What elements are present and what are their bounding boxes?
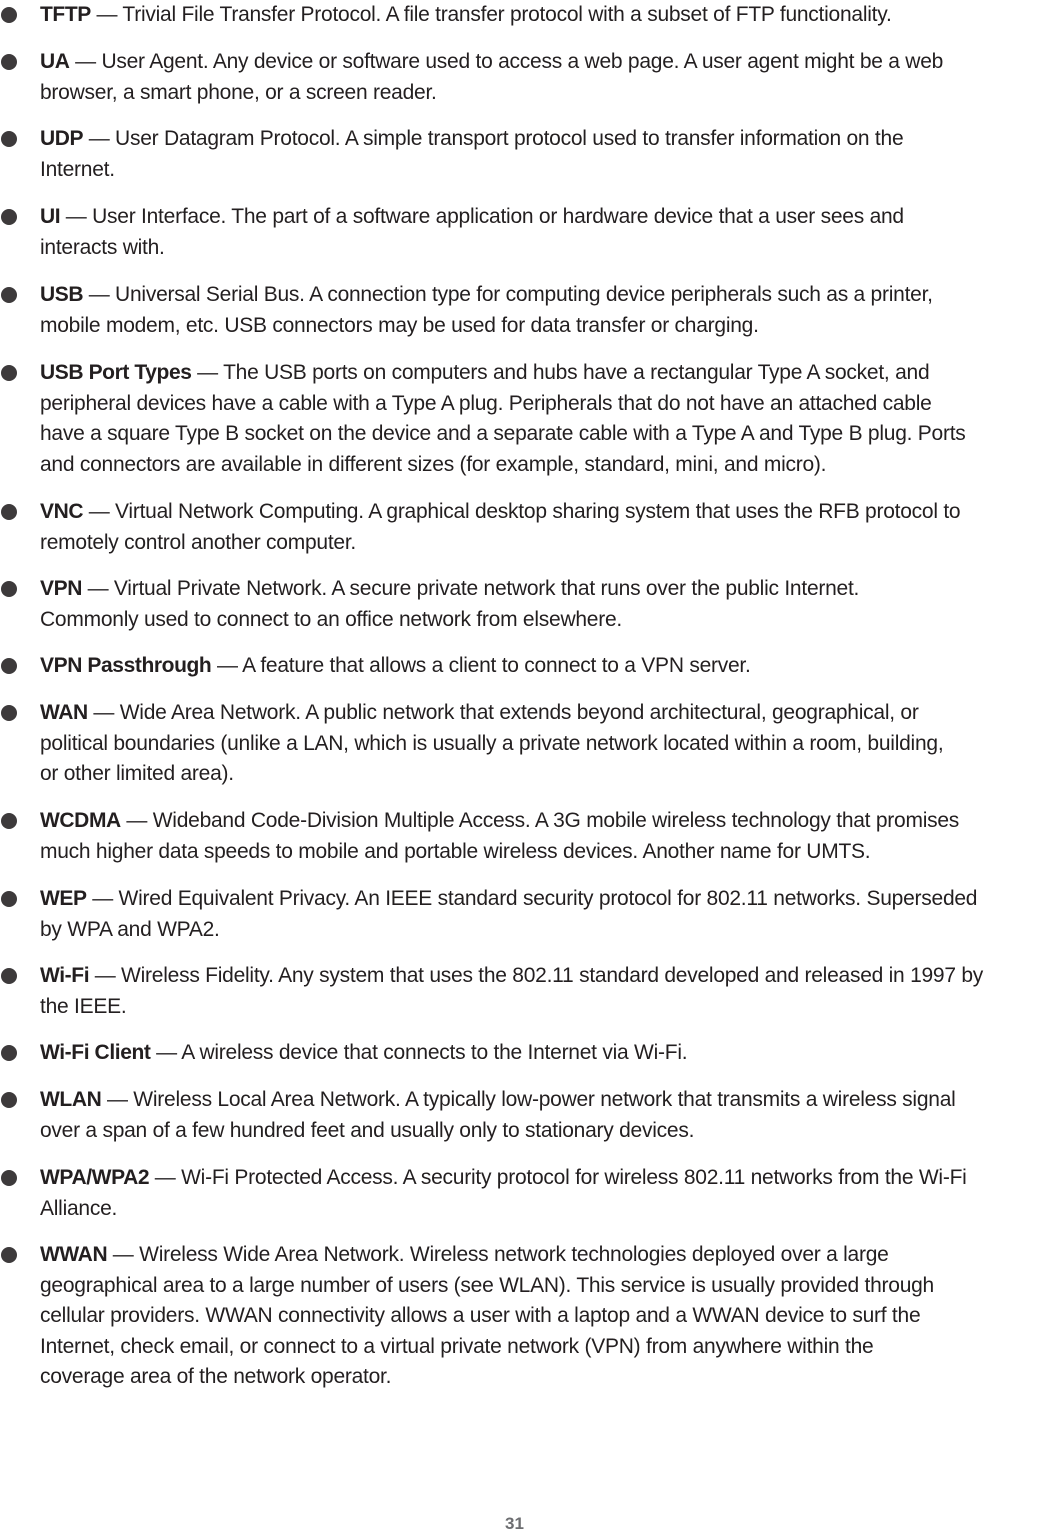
entry-term: UI bbox=[40, 205, 61, 228]
entry-definition: — User Datagram Protocol. A simple transport protocol used to transfer information on the bbox=[83, 127, 904, 150]
entry-text bbox=[40, 651, 1059, 682]
entry-definition: — Universal Serial Bus. A connection type for computing device peripherals such as a printer, bbox=[83, 283, 933, 306]
entry-line bbox=[40, 1038, 1059, 1069]
entry-text bbox=[40, 280, 1059, 341]
entry-definition: — Virtual Private Network. A secure private network that runs over the public Internet. bbox=[81, 577, 860, 600]
entry-line bbox=[40, 698, 1059, 729]
entry-definition: — Wide Area Network. A public network that extends beyond architectural, geographical, or bbox=[87, 701, 919, 724]
entry-line bbox=[40, 1240, 1059, 1271]
entry-definition: — The USB ports on computers and hubs have a rectangular Type A socket, and bbox=[191, 361, 930, 384]
entry-text bbox=[40, 884, 1059, 945]
entry-definition: — Virtual Network Computing. A graphical desktop sharing system that uses the RFB protocol to bbox=[83, 500, 961, 523]
entry-text bbox=[40, 1240, 1059, 1393]
entry-term: USB Port Types bbox=[40, 361, 192, 384]
entry-line: Alliance. bbox=[40, 1196, 118, 1220]
entry-line bbox=[40, 574, 1059, 605]
entry-line: Commonly used to connect to an office network from elsewhere. bbox=[40, 607, 622, 631]
entry-text bbox=[40, 1038, 1059, 1069]
entry-line bbox=[40, 1085, 1059, 1116]
entry-line: coverage area of the network operator. bbox=[40, 1365, 392, 1388]
bullet-icon bbox=[1, 1092, 17, 1108]
entry-text bbox=[40, 358, 1059, 480]
entry-line: interacts with. bbox=[40, 235, 165, 259]
entry-term: USB bbox=[40, 283, 84, 306]
entry-text bbox=[40, 202, 1059, 263]
bullet-icon bbox=[1, 504, 17, 520]
entry-line: by WPA and WPA2. bbox=[40, 917, 220, 941]
bullet-icon bbox=[1, 968, 17, 984]
entry-term: VNC bbox=[40, 500, 84, 523]
entry-term: Wi-Fi bbox=[40, 964, 90, 987]
entry-line bbox=[40, 280, 1059, 311]
entry-line bbox=[40, 47, 1059, 78]
page-number: 31 bbox=[505, 1514, 524, 1533]
entry-line bbox=[40, 961, 1059, 992]
entry-text bbox=[40, 574, 1059, 635]
entry-line bbox=[40, 884, 1059, 915]
entry-line: peripheral devices have a cable with a Type A plug. Peripherals that do not have an attached cable bbox=[40, 391, 932, 415]
entry-term: WEP bbox=[40, 887, 87, 910]
bullet-icon bbox=[1, 1247, 17, 1263]
entry-line bbox=[40, 1163, 1059, 1194]
bullet-icon bbox=[1, 7, 17, 23]
entry-definition: — Wireless Wide Area Network. Wireless network technologies deployed over a large bbox=[107, 1243, 889, 1266]
entry-line bbox=[40, 497, 1059, 528]
entry-line: political boundaries (unlike a LAN, which is usually a private network located within a room, building, bbox=[40, 731, 944, 755]
entry-term: WAN bbox=[40, 701, 88, 724]
bullet-icon bbox=[1, 365, 17, 381]
entry-definition: — User Agent. Any device or software used to access a web page. A user agent might be a web bbox=[69, 50, 944, 73]
entry-line: or other limited area). bbox=[40, 762, 234, 785]
bullet-icon bbox=[1, 1170, 17, 1186]
entry-text bbox=[40, 698, 1059, 790]
bullet-icon bbox=[1, 891, 17, 907]
bullet-icon bbox=[1, 813, 17, 829]
entry-line: have a square Type B socket on the device and a separate cable with a Type A and Type B plug. Ports bbox=[40, 422, 966, 445]
entry-line: remotely control another computer. bbox=[40, 530, 356, 554]
entry-definition: — Wireless Fidelity. Any system that uses the 802.11 standard developed and released in 1997 by bbox=[89, 964, 984, 987]
entry-line: Internet, check email, or connect to a virtual private network (VPN) from anywhere within the bbox=[40, 1334, 874, 1358]
entry-line: geographical area to a large number of users (see WLAN). This service is usually provided through bbox=[40, 1273, 934, 1297]
entry-term: VPN Passthrough bbox=[40, 654, 212, 677]
entry-line bbox=[40, 358, 1059, 389]
bullet-icon bbox=[1, 287, 17, 303]
entry-definition: — User Interface. The part of a software application or hardware device that a user sees and bbox=[60, 205, 904, 228]
entry-text bbox=[40, 1163, 1059, 1224]
entry-text bbox=[40, 497, 1059, 558]
entry-term: Wi-Fi Client bbox=[40, 1041, 151, 1064]
bullet-icon bbox=[1, 131, 17, 147]
entry-line: much higher data speeds to mobile and portable wireless devices. Another name for UMTS. bbox=[40, 839, 871, 863]
entry-definition: — A feature that allows a client to connect to a VPN server. bbox=[211, 654, 751, 677]
entry-definition: — Wireless Local Area Network. A typically low-power network that transmits a wireless signal bbox=[101, 1088, 956, 1111]
entry-line: over a span of a few hundred feet and usually only to stationary devices. bbox=[40, 1118, 695, 1142]
bullet-icon bbox=[1, 209, 17, 225]
entry-line: cellular providers. WWAN connectivity allows a user with a laptop and a WWAN device to surf the bbox=[40, 1304, 921, 1327]
entry-term: WPA/WPA2 bbox=[40, 1166, 150, 1189]
entry-line bbox=[40, 806, 1059, 837]
entry-line bbox=[40, 0, 1059, 31]
entry-text bbox=[40, 124, 1059, 185]
entry-line: mobile modem, etc. USB connectors may be used for data transfer or charging. bbox=[40, 313, 759, 337]
entry-definition: — Wideband Code-Division Multiple Access. A 3G mobile wireless technology that promises bbox=[120, 809, 960, 832]
bullet-icon bbox=[1, 1045, 17, 1061]
entry-line bbox=[40, 124, 1059, 155]
entry-line: browser, a smart phone, or a screen reader. bbox=[40, 80, 437, 104]
bullet-icon bbox=[1, 658, 17, 674]
bullet-icon bbox=[1, 54, 17, 70]
entry-line bbox=[40, 202, 1059, 233]
entry-term: TFTP bbox=[40, 3, 91, 26]
entry-definition: — Wired Equivalent Privacy. An IEEE standard security protocol for 802.11 networks. Superseded bbox=[86, 887, 978, 910]
entry-line bbox=[40, 651, 1059, 682]
entry-definition: — A wireless device that connects to the Internet via Wi-Fi. bbox=[150, 1041, 688, 1064]
bullet-icon bbox=[1, 705, 17, 721]
entry-definition: — Trivial File Transfer Protocol. A file transfer protocol with a subset of FTP functionality. bbox=[90, 3, 892, 26]
entry-text bbox=[40, 47, 1059, 108]
entry-term: UA bbox=[40, 50, 70, 73]
entry-term: WCDMA bbox=[40, 809, 121, 832]
entry-term: VPN bbox=[40, 577, 82, 600]
entry-text bbox=[40, 961, 1059, 1022]
entry-line: and connectors are available in different sizes (for example, standard, mini, and micro). bbox=[40, 452, 827, 476]
entry-term: WLAN bbox=[40, 1088, 102, 1111]
entry-term: UDP bbox=[40, 127, 84, 150]
entry-text bbox=[40, 0, 1059, 31]
bullet-icon bbox=[1, 581, 17, 597]
entry-line: the IEEE. bbox=[40, 994, 127, 1018]
entry-line: Internet. bbox=[40, 157, 115, 181]
entry-term: WWAN bbox=[40, 1243, 108, 1266]
entry-text bbox=[40, 1085, 1059, 1146]
entry-text bbox=[40, 806, 1059, 867]
entry-definition: — Wi-Fi Protected Access. A security protocol for wireless 802.11 networks from the Wi-Fi bbox=[149, 1166, 967, 1189]
